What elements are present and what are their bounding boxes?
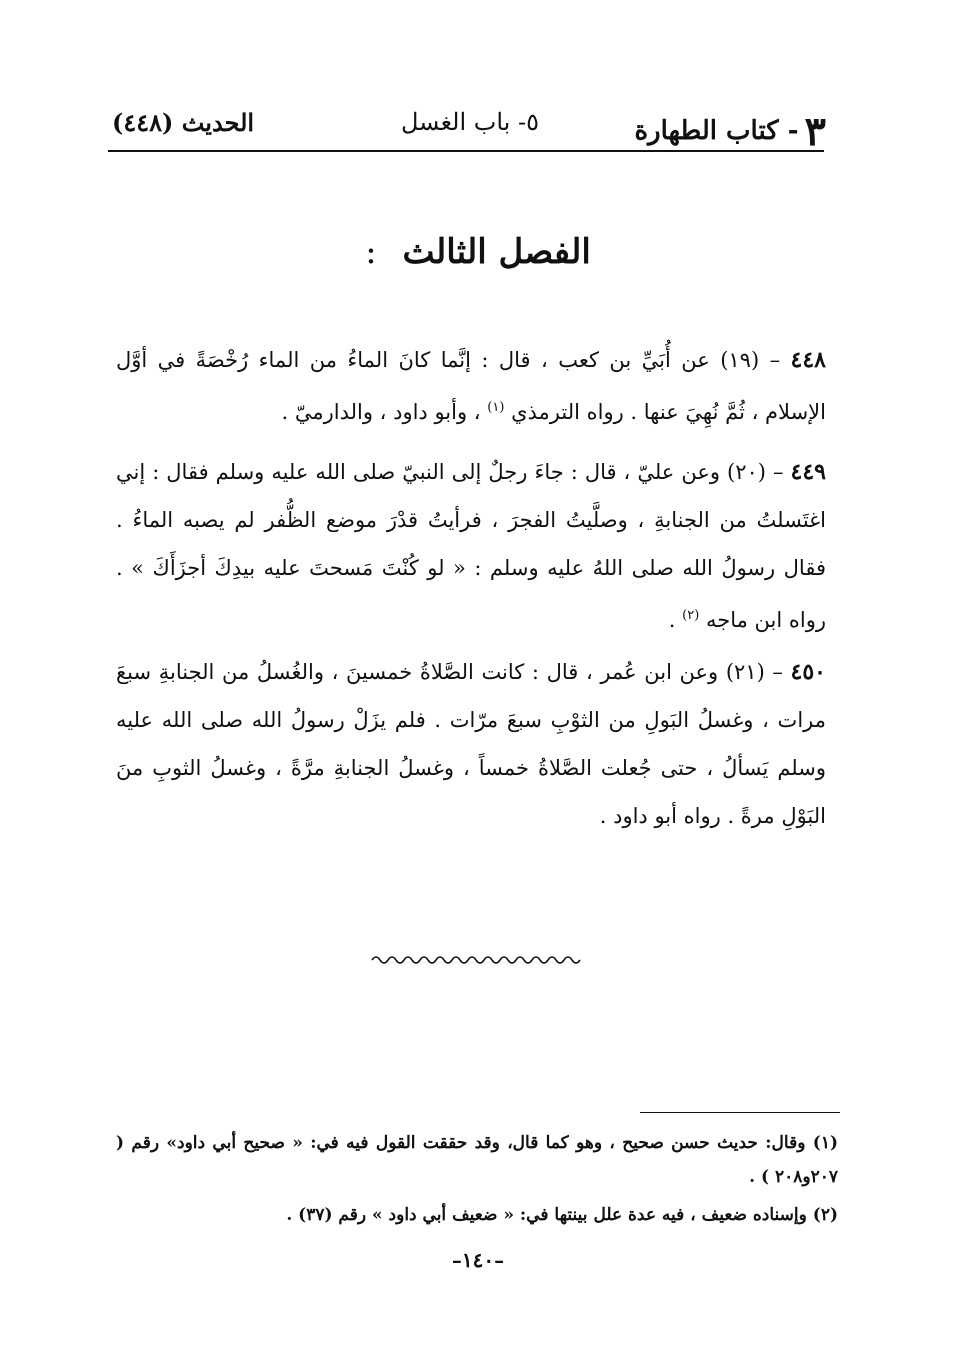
footnote-2: (٢) وإسناده ضعيف ، فيه عدة علل بينتها في: « ضعيف أبي داود » رقم (٣٧) .: [286, 1205, 838, 1225]
book-title-text: - كتاب الطهارة: [634, 116, 799, 146]
book-number: ٣: [804, 108, 826, 155]
header-rule: [108, 150, 824, 152]
section-title-text: الفصل الثالث: [402, 232, 591, 272]
footnote-ref[interactable]: (٢): [682, 608, 700, 623]
hadith-tail: ، وأبو داود ، والدارميّ .: [281, 400, 481, 424]
hadith-450: [116, 648, 826, 840]
footnote-rule: [640, 1112, 840, 1113]
hadith-text: – (٢٠) وعن عليّ ، قال : جاءَ رجلٌ إلى النبيّ صلى الله عليه وسلم فقال : إني اغتَسلتُ من الجنابةِ ، وصلَّيتُ الفجرَ ، فرأيتُ قدْرَ موضع الظُّفر لم يصبه الماءُ . فقال رسولُ الله صلى اللهُ عليه وسلم : « لو كُنْتَ مَسحتَ عليه بيدِكَ أجزَأَكَ » . رواه ابن ماجه: [116, 460, 826, 632]
page-header: [112, 102, 828, 155]
footnote-ref[interactable]: (١): [487, 400, 505, 415]
section-title: [0, 232, 956, 272]
hadith-number: ٤٤٨: [790, 347, 826, 373]
footnotes: [116, 1126, 838, 1236]
page-number: –١٤٠–: [451, 1248, 505, 1272]
hadith-449: [116, 448, 826, 644]
hadith-number: ٤٤٩: [790, 459, 826, 485]
book-title: [634, 108, 826, 155]
hadith-tail: .: [668, 608, 676, 632]
chapter-title: ٥- باب الغسل: [401, 108, 539, 136]
hadith-range: الحديث (٤٤٨): [112, 108, 255, 137]
hadith-text: – (١٩) عن أُبَيِّ بن كعب ، قال : إنَّما كانَ الماءُ من الماء رُخْصَةً في أوَّل الإسلام ، ثُمَّ نُهِيَ عنها . رواه الترمذي: [116, 348, 826, 424]
hadith-number: ٤٥٠: [790, 659, 826, 685]
footnote-1: (١) وقال: حديث حسن صحيح ، وهو كما قال، وقد حققت القول فيه في: « صحيح أبي داود» رقم ( ٢٠٧و٢٠٨ ) .: [116, 1133, 838, 1187]
hadith-448: [116, 336, 826, 436]
hadith-text: – (٢١) وعن ابن عُمر ، قال : كانت الصَّلاةُ خمسينَ ، والغُسلُ من الجنابةِ سبعَ مرات ، وغسلُ البَولِ من الثوْبِ سبعَ مرّات . فلم يزَلْ رسولُ الله صلى الله عليه وسلم يَسألُ ، حتى جُعلت الصَّلاةُ خمساً ، وغسلُ الجنابةِ مرَّةً ، وغسلُ الثوبِ منَ البَوْلِ مرةً . رواه أبو داود .: [116, 660, 826, 828]
section-title-mark: :: [365, 232, 377, 272]
ornament-divider: [370, 948, 590, 972]
